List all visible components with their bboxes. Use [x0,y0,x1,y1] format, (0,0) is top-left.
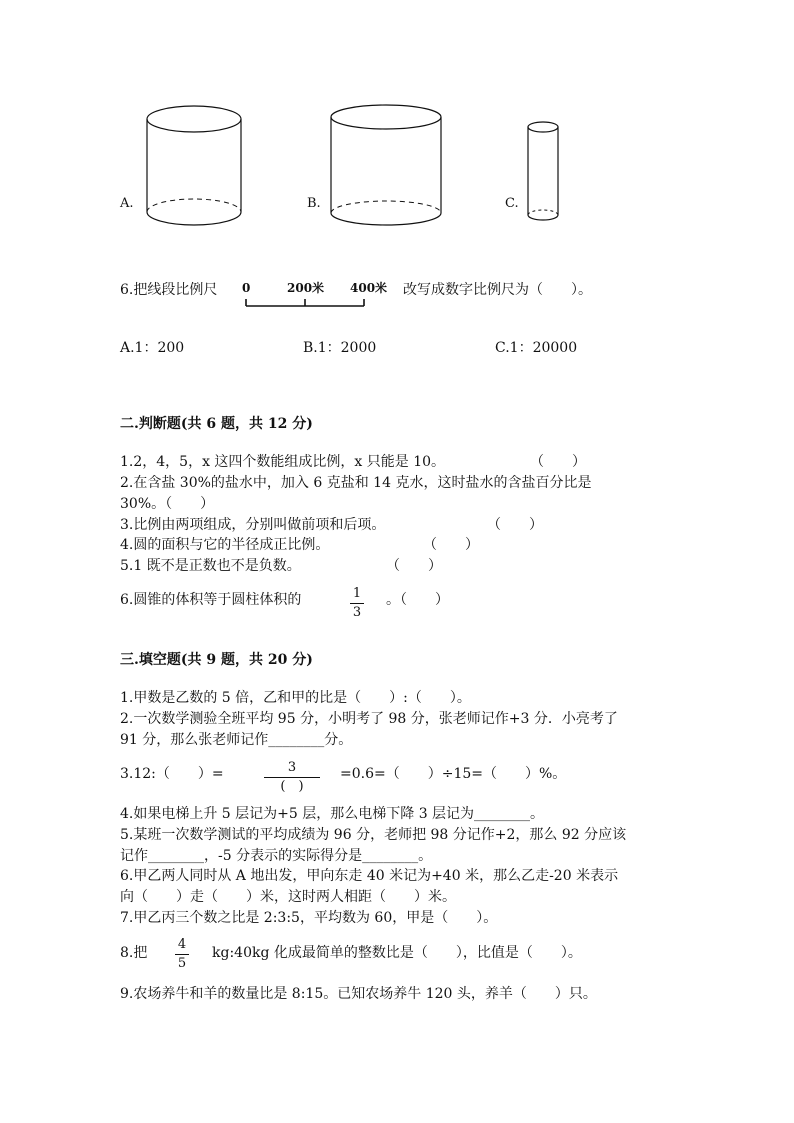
fill-q8-fraction [175,937,189,972]
fraction-numerator: 3 [287,760,297,775]
fill-q5-line1: 5.某班一次数学测试的平均成绩为 96 分，老师把 98 分记作+2，那么 92 分应该 [120,827,627,843]
judge-item-6-fraction [350,586,364,621]
fraction-denominator: 5 [177,956,187,971]
section3-title: 三.填空题(共 9 题，共 20 分) [120,652,313,668]
scale-label-0: 0 [242,281,251,295]
scale-bar [244,297,369,311]
fill-q6-line1: 6.甲乙两人同时从 A 地出发，甲向东走 40 米记为+40 米，那么乙走-20 米表示 [120,868,619,884]
judge-item-4: 4.圆的面积与它的半径成正比例。 [120,537,330,553]
q6-prefix: 6.把线段比例尺 [120,282,218,298]
fill-q2-line1: 2.一次数学测验全班平均 95 分，小明考了 98 分，张老师记作+3 分．小亮考了 [120,711,618,727]
q6-option-b: B.1：2000 [303,340,377,356]
q6-option-a: A.1：200 [120,340,185,356]
fill-q4: 4.如果电梯上升 5 层记为+5 层，那么电梯下降 3 层记为________。 [120,806,545,822]
fill-q3-post: =0.6=（ ）÷15=（ ）%。 [340,766,567,782]
fill-q8-post: kg:40kg 化成最简单的整数比是（ ），比值是（ ）。 [212,945,582,961]
judge-item-1-paren: （ ） [530,454,586,470]
judge-item-6: 6.圆锥的体积等于圆柱体积的 [120,592,302,608]
fraction-numerator: 4 [177,937,187,952]
fill-q7: 7.甲乙丙三个数之比是 2:3:5，平均数为 60，甲是（ ）。 [120,910,498,926]
judge-item-3: 3.比例由两项组成，分别叫做前项和后项。 [120,517,386,533]
fraction-denominator: ( ) [280,779,304,794]
fill-q3-pre: 3.12:（ ）= [120,766,224,782]
section2-title: 二.判断题(共 6 题，共 12 分) [120,416,313,432]
fill-q9: 9.农场养牛和羊的数量比是 8:15。已知农场养牛 120 头，养羊（ ）只。 [120,986,597,1002]
judge-item-2: 2.在含盐 30%的盐水中，加入 6 克盐和 14 克水，这时盐水的含盐百分比是 [120,475,592,491]
scale-label-400: 400米 [350,281,388,295]
fill-q1: 1.甲数是乙数的 5 倍，乙和甲的比是（ ）:（ ）。 [120,690,471,706]
judge-item-2-cont: 30%。（ ） [120,496,215,512]
fill-q8-pre: 8.把 [120,945,148,961]
q6-suffix: 改写成数字比例尺为（ ）。 [403,282,592,298]
judge-item-5-paren: （ ） [386,558,442,574]
fraction-denominator: 3 [352,605,362,620]
fill-q3-fraction [264,760,320,795]
judge-item-1: 1.2，4，5，x 这四个数能组成比例，x 只能是 10。 [120,454,446,470]
judge-item-3-paren: （ ） [487,517,543,533]
figure-a-label: A. [120,196,134,211]
judge-item-4-paren: （ ） [423,537,479,553]
cylinder-b-figure [325,100,450,230]
fraction-numerator: 1 [352,586,362,601]
q6-option-c: C.1：20000 [495,340,578,356]
fill-q5-line2: 记作________，-5 分表示的实际得分是________。 [120,848,433,864]
cylinder-a-figure [140,100,250,230]
judge-item-5: 5.1 既不是正数也不是负数。 [120,558,301,574]
figure-b-label: B. [307,196,321,211]
fill-q2-line2: 91 分，那么张老师记作________分。 [120,732,353,748]
figure-c-label: C. [505,196,519,211]
scale-label-200: 200米 [287,281,325,295]
fill-q6-line2: 向（ ）走（ ）米，这时两人相距（ ）米。 [120,889,456,905]
cylinder-c-figure [522,116,567,231]
judge-item-6-tail: 。（ ） [386,592,449,608]
